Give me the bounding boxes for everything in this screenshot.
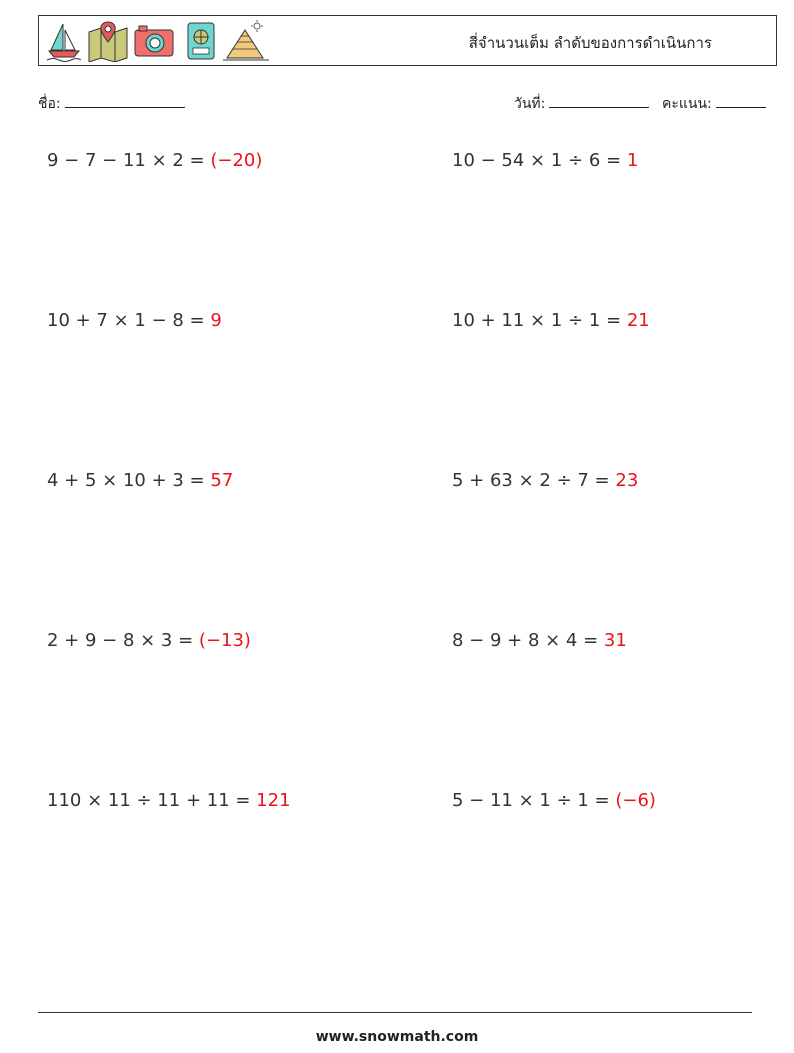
problem-answer: 31 <box>603 630 627 651</box>
sailboat-icon <box>45 20 83 62</box>
problem-answer: 23 <box>615 470 639 491</box>
problem-expression: 4 + 5 × 10 + 3 = <box>47 470 211 491</box>
problem-5 <box>47 470 233 491</box>
date-field <box>514 93 649 115</box>
name-label: ชื่อ: <box>38 96 61 112</box>
problem-answer: 1 <box>626 150 639 171</box>
problem-4 <box>452 310 650 331</box>
problem-9 <box>47 790 291 811</box>
passport-icon <box>185 20 217 62</box>
header-icons <box>45 20 275 62</box>
map-icon <box>87 20 129 62</box>
problem-8 <box>452 630 627 651</box>
problem-1 <box>47 150 262 171</box>
camera-icon <box>133 20 175 62</box>
problem-expression: 2 + 9 − 8 × 3 = <box>47 630 199 651</box>
problem-6 <box>452 470 638 491</box>
problem-expression: 8 − 9 + 8 × 4 = <box>452 630 604 651</box>
problem-answer: 9 <box>210 310 222 331</box>
problem-answer: 121 <box>256 790 291 811</box>
problem-expression: 10 + 11 × 1 ÷ 1 = <box>452 310 627 331</box>
problem-answer: (−20) <box>210 150 263 171</box>
problem-answer: 57 <box>210 470 234 491</box>
problem-expression: 110 × 11 ÷ 11 + 11 = <box>47 790 257 811</box>
score-blank[interactable] <box>716 93 766 108</box>
problem-2 <box>452 150 638 171</box>
worksheet-header <box>38 15 777 66</box>
date-label: วันที่: <box>514 96 546 112</box>
problem-answer: (−13) <box>198 630 251 651</box>
problem-3 <box>47 310 222 331</box>
problem-expression: 9 − 7 − 11 × 2 = <box>47 150 211 171</box>
problem-expression: 5 − 11 × 1 ÷ 1 = <box>452 790 616 811</box>
pyramid-icon <box>223 20 269 62</box>
date-blank[interactable] <box>549 93 649 108</box>
problem-answer: (−6) <box>615 790 656 811</box>
problem-answer: 21 <box>626 310 650 331</box>
problem-expression: 10 + 7 × 1 − 8 = <box>47 310 211 331</box>
name-blank[interactable] <box>65 93 185 108</box>
footer-url[interactable]: www.snowmath.com <box>315 1029 479 1045</box>
score-field <box>662 93 766 115</box>
footer-divider <box>38 1012 752 1013</box>
problem-7 <box>47 630 251 651</box>
score-label: คะแนน: <box>662 96 712 112</box>
worksheet-title: สี่จำนวนเต็ม ลำดับของการดำเนินการ <box>468 34 712 52</box>
problem-10 <box>452 790 656 811</box>
name-field <box>38 93 185 115</box>
problem-expression: 5 + 63 × 2 ÷ 7 = <box>452 470 616 491</box>
problem-expression: 10 − 54 × 1 ÷ 6 = <box>452 150 627 171</box>
